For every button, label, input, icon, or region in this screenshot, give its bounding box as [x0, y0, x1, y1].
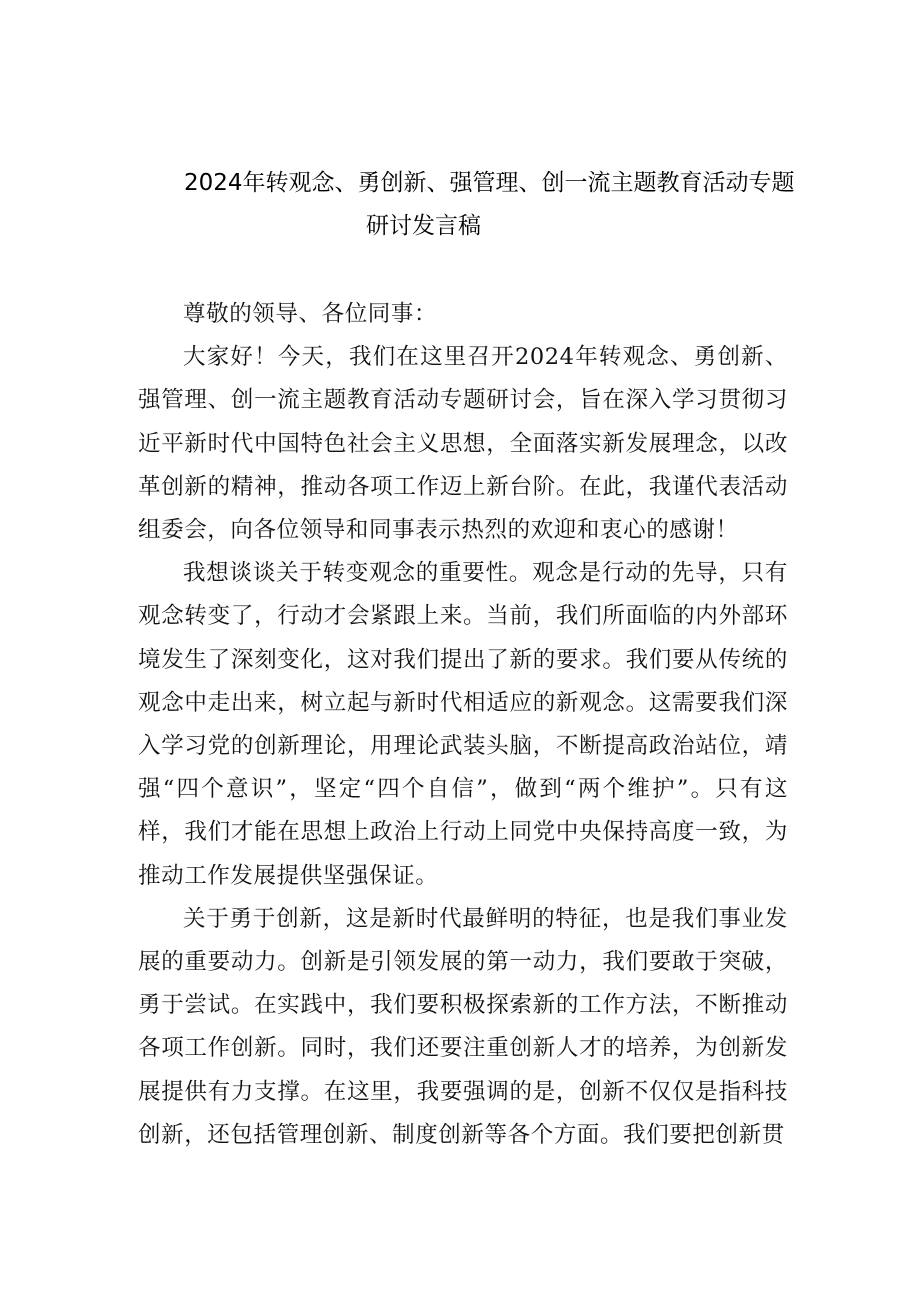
title-line-1: 2024年转观念、勇创新、强管理、创一流主题教育活动专题 [184, 170, 795, 196]
salutation: 尊敬的领导、各位同事： [183, 301, 438, 327]
document-title [140, 162, 820, 248]
title-line-2: 研讨发言稿 [366, 213, 481, 239]
paragraph-opening: 大家好！今天，我们在这里召开2024年转观念、勇创新、强管理、创一流主题教育活动专题研讨会，旨在深入学习贯彻习近平新时代中国特色社会主义思想，全面落实新发展理念，以改革创新的精神，推动各项工作迈上新台阶。在此，我谨代表活动组委会，向各位领导和同事表示热烈的欢迎和衷心的感谢！ [138, 344, 788, 544]
paragraph-innovation: 关于勇于创新，这是新时代最鲜明的特征，也是我们事业发展的重要动力。创新是引领发展的第一动力，我们要敢于突破，勇于尝试。在实践中，我们要积极探索新的工作方法，不断推动各项工作创新。同时，我们还要注重创新人才的培养，为创新发展提供有力支撑。在这里，我要强调的是，创新不仅仅是指科技创新，还包括管理创新、制度创新等各个方面。我们要把创新贯 [138, 905, 788, 1148]
document-body [138, 293, 788, 1157]
paragraph-change-concept: 我想谈谈关于转变观念的重要性。观念是行动的先导，只有观念转变了，行动才会紧跟上来。当前，我们所面临的内外部环境发生了深刻变化，这对我们提出了新的要求。我们要从传统的观念中走出来，树立起与新时代相适应的新观念。这需要我们深入学习党的创新理论，用理论武装头脑，不断提高政治站位，靖强“四个意识”，坚定“四个自信”，做到“两个维护”。只有这样，我们才能在思想上政治上行动上同党中央保持高度一致，为推动工作发展提供坚强保证。 [138, 560, 788, 889]
